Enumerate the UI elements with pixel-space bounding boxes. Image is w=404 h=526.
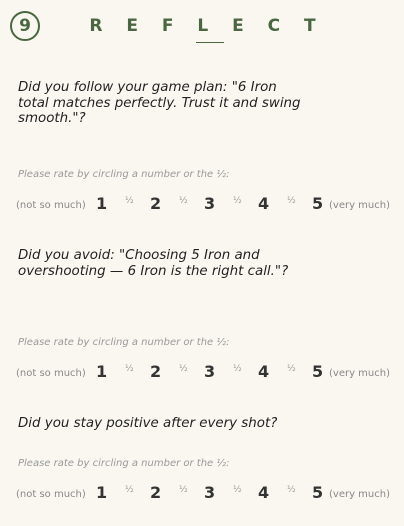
question-2-rating-scale <box>0 362 404 384</box>
question-1-text: Did you follow your game plan: "6 Iron total matches perfectly. Trust it and swing smooth."? <box>18 80 301 126</box>
rating-option-4-half[interactable]: ½ <box>287 485 296 495</box>
scale-high-label: (very much) <box>329 368 390 379</box>
rating-option-2[interactable]: 2 <box>150 483 162 502</box>
rating-option-1[interactable]: 1 <box>96 194 108 213</box>
question-1-hint: Please rate by circling a number or the ½: <box>18 169 230 180</box>
question-1-rating-scale <box>0 194 404 216</box>
rating-option-3[interactable]: 3 <box>204 483 216 502</box>
section-title: R E F L E C T <box>89 16 325 36</box>
rating-option-3-half[interactable]: ½ <box>233 485 242 495</box>
scale-low-label: (not so much) <box>16 489 86 500</box>
rating-option-1-half[interactable]: ½ <box>125 485 134 495</box>
rating-option-3[interactable]: 3 <box>204 194 216 213</box>
rating-option-5[interactable]: 5 <box>312 194 324 213</box>
question-3-text: Did you stay positive after every shot? <box>18 416 278 431</box>
rating-option-4[interactable]: 4 <box>258 362 270 381</box>
rating-option-3-half[interactable]: ½ <box>233 364 242 374</box>
hole-number-badge: 9 <box>10 11 40 41</box>
rating-option-4[interactable]: 4 <box>258 194 270 213</box>
question-2-text: Did you avoid: "Choosing 5 Iron and overshooting — 6 Iron is the right call."? <box>18 248 289 279</box>
question-3-hint: Please rate by circling a number or the ½: <box>18 458 230 469</box>
rating-option-4-half[interactable]: ½ <box>287 196 296 206</box>
rating-option-4[interactable]: 4 <box>258 483 270 502</box>
rating-option-2[interactable]: 2 <box>150 194 162 213</box>
rating-option-1[interactable]: 1 <box>96 362 108 381</box>
scale-low-label: (not so much) <box>16 368 86 379</box>
rating-option-2-half[interactable]: ½ <box>179 485 188 495</box>
question-2-hint: Please rate by circling a number or the ½: <box>18 337 230 348</box>
rating-option-2-half[interactable]: ½ <box>179 364 188 374</box>
scale-low-label: (not so much) <box>16 200 86 211</box>
rating-option-2-half[interactable]: ½ <box>179 196 188 206</box>
scale-high-label: (very much) <box>329 200 390 211</box>
scale-high-label: (very much) <box>329 489 390 500</box>
title-underline <box>196 42 224 43</box>
rating-option-1-half[interactable]: ½ <box>125 364 134 374</box>
rating-option-4-half[interactable]: ½ <box>287 364 296 374</box>
rating-option-3[interactable]: 3 <box>204 362 216 381</box>
question-3-rating-scale <box>0 483 404 505</box>
rating-option-5[interactable]: 5 <box>312 483 324 502</box>
rating-option-2[interactable]: 2 <box>150 362 162 381</box>
rating-option-1[interactable]: 1 <box>96 483 108 502</box>
rating-option-5[interactable]: 5 <box>312 362 324 381</box>
rating-option-1-half[interactable]: ½ <box>125 196 134 206</box>
rating-option-3-half[interactable]: ½ <box>233 196 242 206</box>
